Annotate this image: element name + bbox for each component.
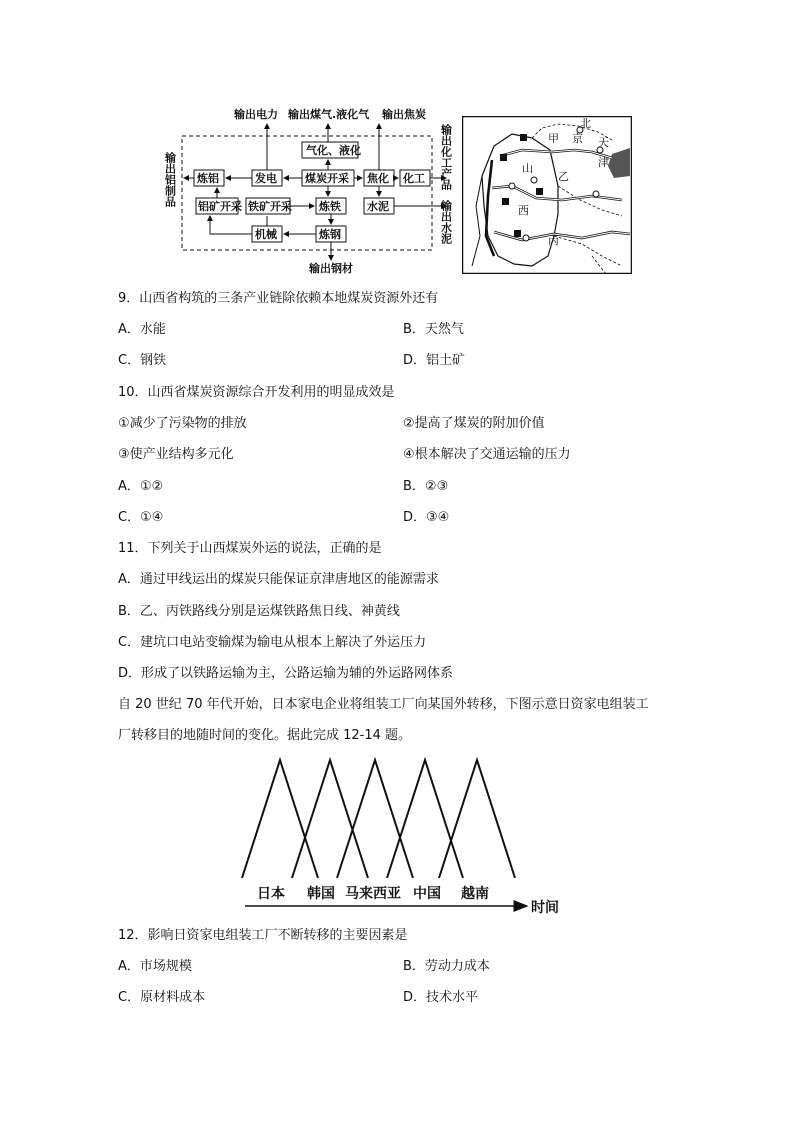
- box-power: [252, 170, 282, 186]
- q9-stem: 9．山西省构筑的三条产业链除依赖本地煤炭资源外还有: [118, 291, 439, 306]
- svg-text:输出水泥: 输出水泥: [440, 200, 453, 244]
- box-gas: [302, 142, 361, 158]
- time-axis-label: 时间: [531, 900, 559, 916]
- box-steel: [316, 226, 346, 242]
- intro-line-2: 厂转移目的地随时间的变化。据此完成 12-14 题。: [118, 728, 412, 743]
- q10-statement-2: ②提高了煤炭的附加价值: [403, 416, 545, 431]
- map-label-jia: 甲: [548, 132, 559, 145]
- output-chem-label: 输出化工产品: [439, 124, 453, 190]
- q9-option-d: D．铝土矿: [403, 353, 466, 368]
- output-gas-label: 输出煤气.液化气: [288, 108, 370, 121]
- svg-text:化工: 化工: [403, 172, 425, 185]
- q9-option-a: A．水能: [118, 322, 166, 337]
- svg-text:煤炭开采: 煤炭开采: [305, 172, 349, 185]
- country-label-4: 中国: [413, 886, 441, 902]
- q12-option-d: D．技术水平: [403, 990, 479, 1005]
- box-ironsmelt: [316, 198, 346, 214]
- q12-option-a: A．市场规模: [118, 959, 192, 974]
- output-aluminum-label: 输出铝制品: [163, 152, 177, 207]
- q11-option-a: A．通过甲线运出的煤炭只能保证京津唐地区的能源需求: [118, 572, 439, 587]
- box-coke: [364, 170, 394, 186]
- svg-text:水泥: 水泥: [367, 200, 389, 213]
- q10-option-a: A．①②: [118, 479, 164, 494]
- intro-line-1: 自 20 世纪 70 年代开始，日本家电企业将组装工厂向某国外转移，下图示意日资家电组装工: [118, 697, 649, 712]
- box-alu: [194, 170, 224, 186]
- q10-option-d: D．③④: [403, 510, 450, 525]
- output-coke-label: 输出焦炭: [382, 108, 426, 121]
- triangle-series: [242, 760, 515, 878]
- box-bauxite: [196, 198, 242, 214]
- map-label-jin: 津: [598, 156, 609, 169]
- q10-option-c: C．①④: [118, 510, 164, 525]
- svg-text:机械: 机械: [255, 228, 277, 241]
- triangle-4: [387, 760, 463, 878]
- industry-chain-diagram: [160, 100, 460, 278]
- country-label-1: 日本: [257, 886, 285, 902]
- shanxi-map: [462, 116, 632, 274]
- q10-stem: 10．山西省煤炭资源综合开发利用的明显成效是: [118, 385, 395, 400]
- output-cement-vertical: [440, 192, 460, 252]
- q10-option-b: B．②③: [403, 479, 449, 494]
- triangle-1: [242, 760, 318, 878]
- map-label-jing: 京: [572, 132, 583, 145]
- svg-text:发电: 发电: [255, 172, 277, 185]
- q12-stem: 12．影响日资家电组装工厂不断转移的主要因素是: [118, 928, 408, 943]
- svg-text:气化、液化: 气化、液化: [306, 144, 361, 157]
- q11-option-d: D．形成了以铁路运输为主，公路运输为辅的外运路网体系: [118, 666, 454, 681]
- q11-option-c: C．建坑口电站变输煤为输电从根本上解决了外运压力: [118, 635, 427, 650]
- country-label-2: 韩国: [307, 886, 335, 902]
- q10-statement-1: ①减少了污染物的排放: [118, 416, 247, 431]
- svg-text:炼铁: 炼铁: [319, 200, 341, 213]
- map-label-xi: 西: [518, 204, 529, 217]
- output-steel-label: 输出钢材: [309, 262, 353, 275]
- map-label-shan: 山: [522, 162, 533, 175]
- svg-text:铝矿开采: 铝矿开采: [198, 200, 242, 213]
- box-machine: [252, 226, 282, 242]
- map-label-bei: 北: [580, 117, 591, 130]
- map-label-tian: 天: [598, 136, 609, 149]
- svg-text:炼钢: 炼钢: [319, 228, 341, 241]
- box-chem: [400, 170, 430, 186]
- svg-text:焦化: 焦化: [367, 172, 389, 185]
- q10-statement-3: ③使产业结构多元化: [118, 447, 234, 462]
- box-cement: [364, 198, 394, 214]
- q12-option-c: C．原材料成本: [118, 990, 206, 1005]
- q11-option-b: B．乙、丙铁路线分别是运煤铁路焦日线、神黄线: [118, 604, 400, 619]
- q9-option-b: B．天然气: [403, 322, 464, 337]
- q9-option-c: C．钢铁: [118, 353, 167, 368]
- country-labels: [257, 885, 489, 902]
- box-coal: [302, 170, 354, 186]
- triangle-5: [439, 760, 515, 878]
- box-ironore: [246, 198, 292, 214]
- map-label-yi: 乙: [558, 170, 569, 183]
- country-label-3: 马来西亚: [345, 886, 401, 902]
- q10-statement-4: ④根本解决了交通运输的压力: [403, 447, 571, 462]
- q12-option-b: B．劳动力成本: [403, 959, 490, 974]
- svg-text:铁矿开采: 铁矿开采: [248, 200, 292, 213]
- factory-transfer-chart: [235, 756, 575, 920]
- country-label-5: 越南: [461, 886, 489, 902]
- svg-text:炼铝: 炼铝: [197, 172, 219, 185]
- output-power-label: 输出电力: [234, 108, 278, 121]
- q11-stem: 11．下列关于山西煤炭外运的说法，正确的是: [118, 541, 382, 556]
- map-label-bing: 丙: [548, 234, 559, 247]
